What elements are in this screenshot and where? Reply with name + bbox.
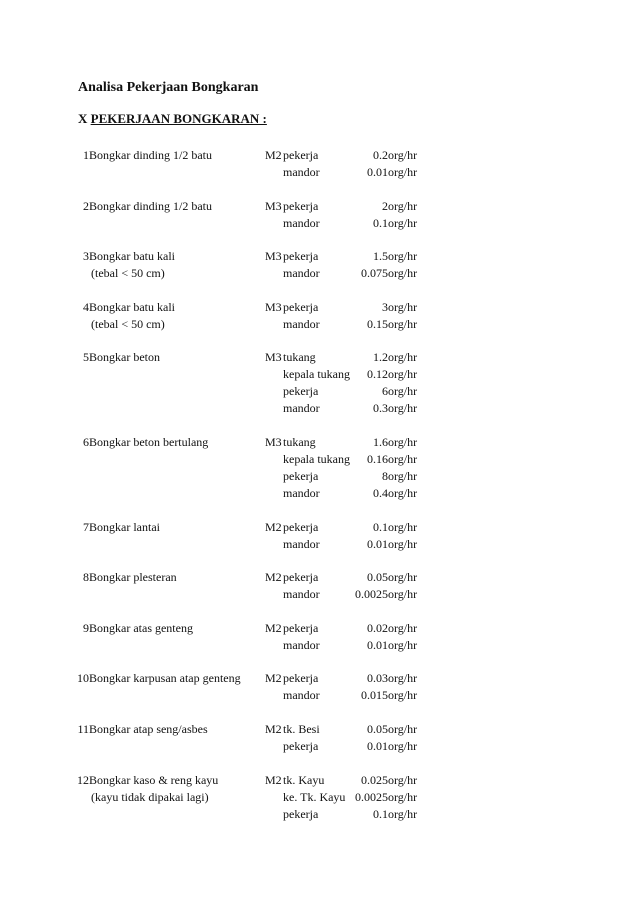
work-item-line bbox=[0, 569, 638, 586]
worker-role: pekerja bbox=[283, 198, 319, 213]
worker-role: pekerja bbox=[283, 738, 319, 753]
coefficient-value: 0.01 bbox=[367, 738, 388, 753]
work-item-line bbox=[0, 519, 638, 536]
worker-role: mandor bbox=[283, 587, 320, 602]
worker-role: pekerja bbox=[283, 148, 319, 162]
item-description: Bongkar dinding 1/2 batu bbox=[89, 198, 212, 213]
worker-role: tukang bbox=[283, 350, 316, 365]
work-item bbox=[0, 519, 638, 553]
coefficient-unit: org/hr bbox=[388, 738, 418, 753]
coefficient-value: 6 bbox=[382, 384, 388, 399]
coefficient-value: 0.12 bbox=[367, 367, 388, 382]
coefficient-unit: org/hr bbox=[388, 148, 418, 162]
coefficient-unit: org/hr bbox=[388, 570, 418, 585]
work-item-line bbox=[0, 434, 638, 451]
coefficient-value: 2 bbox=[382, 198, 388, 213]
page-title: Analisa Pekerjaan Bongkaran bbox=[78, 80, 259, 95]
work-item-line bbox=[0, 586, 638, 603]
coefficient-unit: org/hr bbox=[388, 519, 418, 534]
item-description: Bongkar batu kali bbox=[89, 249, 175, 264]
item-description: Bongkar kaso & reng kayu bbox=[89, 772, 219, 787]
coefficient-value: 0.015 bbox=[361, 688, 388, 703]
item-description: Bongkar beton bertulang bbox=[89, 434, 209, 449]
item-unit: M2 bbox=[265, 721, 282, 736]
work-item-line bbox=[0, 198, 638, 215]
worker-role: pekerja bbox=[283, 299, 319, 314]
coefficient-unit: org/hr bbox=[388, 620, 418, 635]
coefficient-unit: org/hr bbox=[388, 367, 418, 382]
worker-role: mandor bbox=[283, 485, 320, 500]
coefficient-value: 0.3 bbox=[373, 401, 388, 416]
coefficient-unit: org/hr bbox=[388, 434, 418, 449]
item-unit: M2 bbox=[265, 671, 282, 686]
coefficient-value: 0.03 bbox=[367, 671, 388, 686]
work-item-line bbox=[0, 637, 638, 654]
item-unit: M3 bbox=[265, 299, 282, 314]
section-label: PEKERJAAN BONGKARAN : bbox=[90, 111, 267, 126]
coefficient-value: 0.01 bbox=[367, 637, 388, 652]
work-item-line bbox=[0, 349, 638, 366]
work-item bbox=[0, 248, 638, 282]
coefficient-unit: org/hr bbox=[388, 401, 418, 416]
work-item bbox=[0, 772, 638, 823]
item-number: 4 bbox=[83, 299, 89, 314]
work-item bbox=[0, 349, 638, 417]
coefficient-value: 0.1 bbox=[373, 215, 388, 230]
coefficient-value: 1.5 bbox=[373, 249, 388, 264]
coefficient-unit: org/hr bbox=[388, 299, 418, 314]
worker-role: tk. Kayu bbox=[283, 772, 325, 787]
work-item-line bbox=[0, 620, 638, 637]
work-item-line bbox=[0, 772, 638, 789]
work-item-line bbox=[0, 164, 638, 181]
work-item bbox=[0, 670, 638, 704]
worker-role: pekerja bbox=[283, 384, 319, 399]
item-unit: M3 bbox=[265, 350, 282, 365]
item-description: Bongkar atap seng/asbes bbox=[89, 721, 208, 736]
work-item-line bbox=[0, 451, 638, 468]
coefficient-unit: org/hr bbox=[388, 671, 418, 686]
coefficient-unit: org/hr bbox=[388, 215, 418, 230]
item-number: 5 bbox=[83, 350, 89, 365]
item-description: Bongkar batu kali bbox=[89, 299, 175, 314]
work-item bbox=[0, 147, 638, 181]
item-unit: M2 bbox=[265, 570, 282, 585]
coefficient-unit: org/hr bbox=[388, 249, 418, 264]
work-item-line bbox=[0, 366, 638, 383]
coefficient-unit: org/hr bbox=[388, 350, 418, 365]
worker-role: tk. Besi bbox=[283, 721, 320, 736]
coefficient-unit: org/hr bbox=[388, 384, 418, 399]
work-item-line bbox=[0, 147, 638, 164]
work-item bbox=[0, 434, 638, 502]
item-description: Bongkar atas genteng bbox=[89, 620, 193, 635]
worker-role: pekerja bbox=[283, 519, 319, 534]
work-item-line bbox=[0, 806, 638, 823]
worker-role: kepala tukang bbox=[283, 451, 350, 466]
worker-role: ke. Tk. Kayu bbox=[283, 789, 346, 804]
coefficient-unit: org/hr bbox=[388, 316, 418, 331]
work-item-line bbox=[0, 670, 638, 687]
coefficient-value: 0.05 bbox=[367, 570, 388, 585]
item-unit: M2 bbox=[265, 620, 282, 635]
coefficient-value: 0.01 bbox=[367, 165, 388, 179]
coefficient-unit: org/hr bbox=[388, 587, 418, 602]
work-item bbox=[0, 198, 638, 232]
worker-role: tukang bbox=[283, 434, 316, 449]
item-description: Bongkar plesteran bbox=[89, 570, 177, 585]
coefficient-value: 0.01 bbox=[367, 536, 388, 551]
coefficient-unit: org/hr bbox=[388, 772, 418, 787]
worker-role: kepala tukang bbox=[283, 367, 350, 382]
work-item-list bbox=[0, 147, 638, 839]
coefficient-value: 0.1 bbox=[373, 519, 388, 534]
work-item-line bbox=[0, 265, 638, 282]
coefficient-value: 0.0025 bbox=[355, 789, 388, 804]
work-item-line bbox=[0, 789, 638, 806]
coefficient-value: 8 bbox=[382, 468, 388, 483]
coefficient-value: 0.025 bbox=[361, 772, 388, 787]
worker-role: pekerja bbox=[283, 620, 319, 635]
coefficient-unit: org/hr bbox=[388, 536, 418, 551]
item-description: (tebal < 50 cm) bbox=[91, 316, 165, 331]
item-description: Bongkar karpusan atap genteng bbox=[89, 671, 241, 686]
work-item-line bbox=[0, 316, 638, 333]
work-item bbox=[0, 569, 638, 603]
worker-role: mandor bbox=[283, 215, 320, 230]
work-item-line bbox=[0, 536, 638, 553]
coefficient-unit: org/hr bbox=[388, 688, 418, 703]
worker-role: mandor bbox=[283, 536, 320, 551]
coefficient-value: 0.4 bbox=[373, 485, 388, 500]
worker-role: pekerja bbox=[283, 249, 319, 264]
work-item bbox=[0, 299, 638, 333]
item-unit: M3 bbox=[265, 249, 282, 264]
item-description: (kayu tidak dipakai lagi) bbox=[91, 789, 209, 804]
coefficient-unit: org/hr bbox=[388, 451, 418, 466]
item-number: 6 bbox=[83, 434, 89, 449]
coefficient-unit: org/hr bbox=[388, 721, 418, 736]
item-unit: M2 bbox=[265, 772, 282, 787]
coefficient-value: 0.15 bbox=[367, 316, 388, 331]
coefficient-value: 0.1 bbox=[373, 806, 388, 821]
work-item bbox=[0, 721, 638, 755]
work-item-line bbox=[0, 400, 638, 417]
coefficient-value: 0.0025 bbox=[355, 587, 388, 602]
section-title bbox=[78, 111, 267, 127]
item-number: 3 bbox=[83, 249, 89, 264]
coefficient-unit: org/hr bbox=[388, 468, 418, 483]
item-number: 11 bbox=[77, 721, 89, 736]
item-unit: M3 bbox=[265, 434, 282, 449]
item-number: 7 bbox=[83, 519, 89, 534]
coefficient-unit: org/hr bbox=[388, 637, 418, 652]
coefficient-unit: org/hr bbox=[388, 266, 418, 281]
item-unit: M3 bbox=[265, 198, 282, 213]
coefficient-unit: org/hr bbox=[388, 806, 418, 821]
item-number: 10 bbox=[77, 671, 89, 686]
item-number: 1 bbox=[83, 148, 89, 162]
work-item-line bbox=[0, 687, 638, 704]
coefficient-value: 0.2 bbox=[373, 148, 388, 162]
work-item-line bbox=[0, 299, 638, 316]
worker-role: pekerja bbox=[283, 806, 319, 821]
item-description: Bongkar beton bbox=[89, 350, 160, 365]
work-item-line bbox=[0, 468, 638, 485]
item-unit: M2 bbox=[265, 519, 282, 534]
coefficient-unit: org/hr bbox=[388, 198, 418, 213]
work-item-line bbox=[0, 215, 638, 232]
worker-role: mandor bbox=[283, 316, 320, 331]
work-item-line bbox=[0, 485, 638, 502]
coefficient-unit: org/hr bbox=[388, 165, 418, 179]
worker-role: pekerja bbox=[283, 671, 319, 686]
worker-role: mandor bbox=[283, 637, 320, 652]
coefficient-value: 0.075 bbox=[361, 266, 388, 281]
item-number: 8 bbox=[83, 570, 89, 585]
item-description: (tebal < 50 cm) bbox=[91, 266, 165, 281]
coefficient-unit: org/hr bbox=[388, 789, 418, 804]
coefficient-value: 3 bbox=[382, 299, 388, 314]
worker-role: mandor bbox=[283, 688, 320, 703]
work-item bbox=[0, 620, 638, 654]
item-description: Bongkar lantai bbox=[89, 519, 160, 534]
item-number: 12 bbox=[77, 772, 89, 787]
item-unit: M2 bbox=[265, 148, 282, 162]
worker-role: mandor bbox=[283, 165, 320, 179]
work-item-line bbox=[0, 248, 638, 265]
coefficient-value: 0.16 bbox=[367, 451, 388, 466]
work-item-line bbox=[0, 721, 638, 738]
item-description: Bongkar dinding 1/2 batu bbox=[89, 148, 212, 162]
work-item-line bbox=[0, 383, 638, 400]
item-number: 2 bbox=[83, 198, 89, 213]
coefficient-value: 0.05 bbox=[367, 721, 388, 736]
coefficient-value: 0.02 bbox=[367, 620, 388, 635]
section-prefix: X bbox=[78, 111, 88, 126]
worker-role: pekerja bbox=[283, 570, 319, 585]
coefficient-value: 1.6 bbox=[373, 434, 388, 449]
coefficient-unit: org/hr bbox=[388, 485, 418, 500]
work-item-line bbox=[0, 738, 638, 755]
worker-role: pekerja bbox=[283, 468, 319, 483]
worker-role: mandor bbox=[283, 266, 320, 281]
coefficient-value: 1.2 bbox=[373, 350, 388, 365]
item-number: 9 bbox=[83, 620, 89, 635]
worker-role: mandor bbox=[283, 401, 320, 416]
